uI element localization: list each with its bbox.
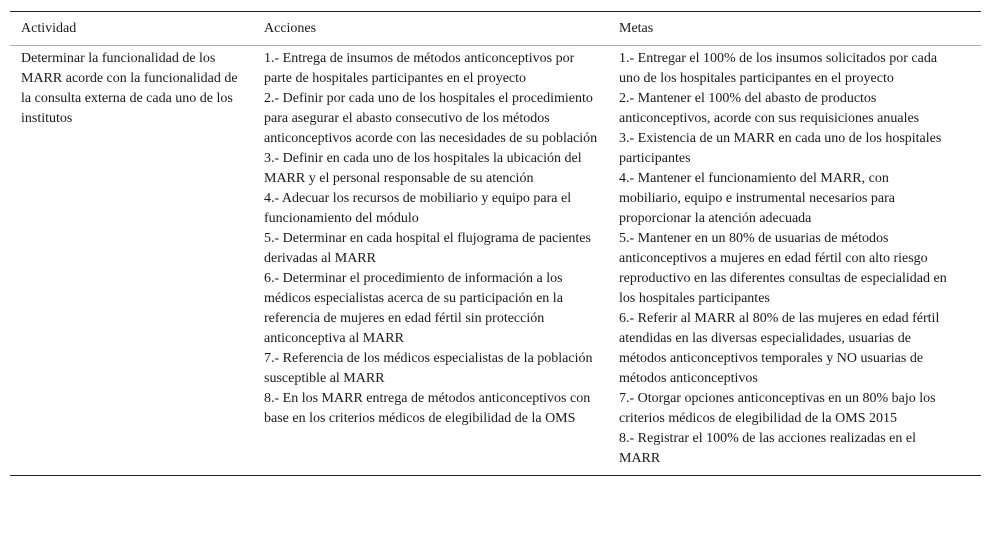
accion-item: 4.- Adecuar los recursos de mobiliario y equipo para el funcionamiento del módulo xyxy=(264,191,572,226)
accion-item: 6.- Determinar el procedimiento de información a los médicos especialistas acerca de su participación en la referencia de mujeres en edad fértil sin protección anticonceptiva al MARR xyxy=(264,271,563,346)
actividad-text: Determinar la funcionalidad de los MARR acorde con la funcionalidad de la consulta externa de cada uno de los institutos xyxy=(21,51,238,126)
header-actividad: Actividad xyxy=(10,12,264,46)
header-acciones: Acciones xyxy=(264,12,619,46)
accion-item: 8.- En los MARR entrega de métodos anticonceptivos con base en los criterios médicos de elegibilidad de la OMS xyxy=(264,391,591,426)
meta-item: 3.- Existencia de un MARR en cada uno de los hospitales participantes xyxy=(619,131,942,166)
activities-table xyxy=(10,12,981,475)
meta-item: 1.- Entregar el 100% de los insumos solicitados por cada uno de los hospitales participantes en el proyecto xyxy=(619,51,938,86)
acciones-list xyxy=(264,49,619,429)
accion-item: 2.- Definir por cada uno de los hospitales el procedimiento para asegurar el abasto consecutivo de los métodos anticonceptivos acorde con las necesidades de su población xyxy=(264,91,598,146)
header-row xyxy=(10,12,981,46)
table-row xyxy=(10,46,981,476)
meta-item: 5.- Mantener en un 80% de usuarias de métodos anticonceptivos a mujeres en edad fértil con alto riesgo reproductivo en las diferentes consultas de especialidad en los hospitales participantes xyxy=(619,231,947,306)
header-metas: Metas xyxy=(619,12,981,46)
metas-list xyxy=(619,49,981,469)
cell-metas xyxy=(619,46,981,476)
accion-item: 5.- Determinar en cada hospital el flujograma de pacientes derivadas al MARR xyxy=(264,231,591,266)
table-body xyxy=(10,46,981,476)
accion-item: 3.- Definir en cada uno de los hospitales la ubicación del MARR y el personal responsable de su atención xyxy=(264,151,582,186)
activities-table-container xyxy=(10,11,981,476)
meta-item: 8.- Registrar el 100% de las acciones realizadas en el MARR xyxy=(619,431,916,466)
accion-item: 1.- Entrega de insumos de métodos anticonceptivos por parte de hospitales participantes en el proyecto xyxy=(264,51,575,86)
meta-item: 4.- Mantener el funcionamiento del MARR, con mobiliario, equipo e instrumental necesarios para proporcionar la atención adecuada xyxy=(619,171,896,226)
cell-actividad xyxy=(10,46,264,476)
meta-item: 7.- Otorgar opciones anticonceptivas en un 80% bajo los criterios médicos de elegibilidad de la OMS 2015 xyxy=(619,391,936,426)
meta-item: 2.- Mantener el 100% del abasto de productos anticonceptivos, acorde con sus requisiciones anuales xyxy=(619,91,920,126)
cell-acciones xyxy=(264,46,619,476)
meta-item: 6.- Referir al MARR al 80% de las mujeres en edad fértil atendidas en las diversas especialidades, usuarias de métodos anticonceptivos temporales y NO usuarias de métodos anticonceptivos xyxy=(619,311,940,386)
accion-item: 7.- Referencia de los médicos especialistas de la población susceptible al MARR xyxy=(264,351,593,386)
table-header xyxy=(10,12,981,46)
